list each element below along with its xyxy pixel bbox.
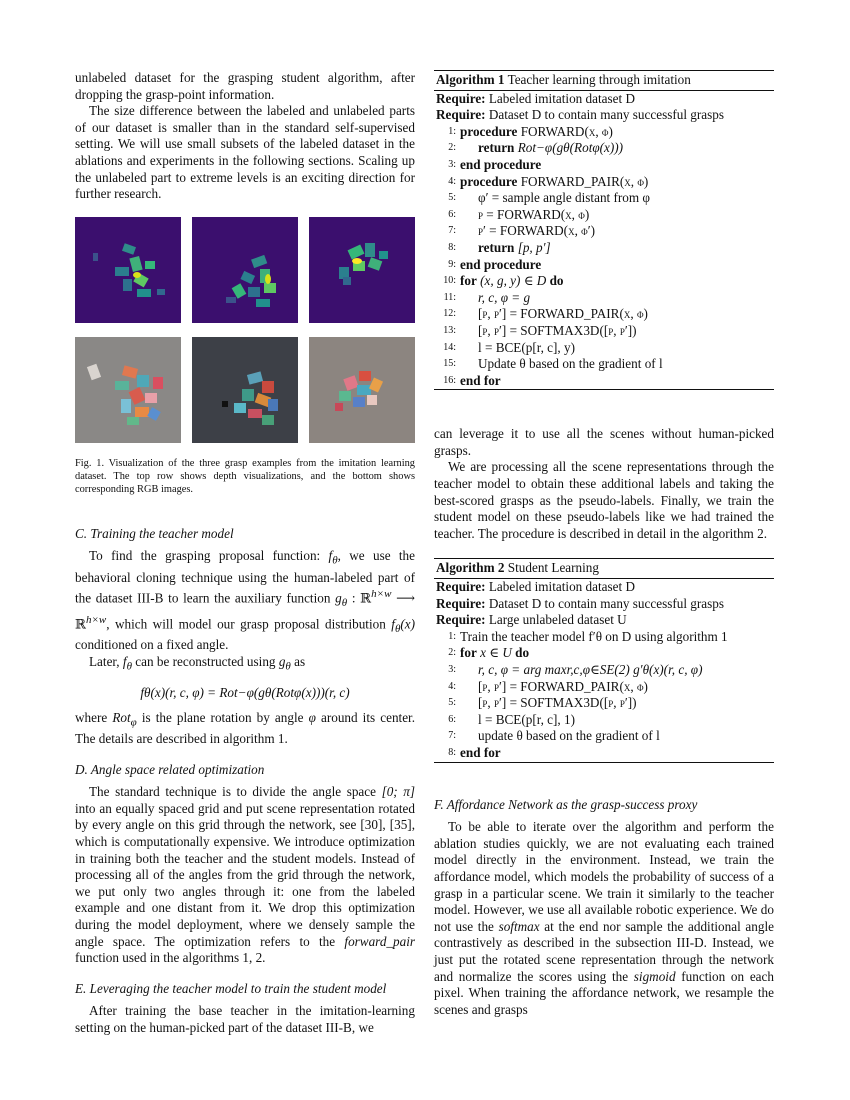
right-column	[434, 70, 774, 1018]
section-d-title: D. Angle space related optimization	[75, 761, 265, 777]
right-paragraph-2: We are processing all the scene representations through the teacher model to obtain these additional labels and taking the best-scored grasps as the pseudo-labels. Finally, we train the student model on these pseudo-labels like we had trained the teacher. The procedure is described in detail in the algorithm 2.	[434, 459, 774, 541]
algorithm-1-line: 6: p = FORWARD(x, φ)	[448, 206, 590, 222]
section-c-paragraph-1: To find the grasping proposal function: $f_\theta$, we use the behavioral cloning technique using the human-labeled part of the dataset III-B to learn the auxiliary function $g_\theta$ : ℝ$^{h\times w}$ ⟶ ℝ$^{h\times w}$, which will model our grasp proposal distribution $f_\theta(x)$ conditioned on a fixed angle.	[75, 548, 415, 653]
section-d-paragraph-1: The standard technique is to divide the angle space [0; π] into an equally spaced grid and put scene representation rotated by every angle on this grid through the network, see [30], [35], which is computationally expensive. We introduce optimization in training both the teacher and the student models. Instead of processing all of the angles from the grid through the network, we put only two angles through it: one from the labeled example and one distant from it. We drop this optimization during the model deployment, where we densely sample the angle space. The optimization refers to the forward_pair function used in the algorithms 1, 2.	[75, 784, 415, 966]
depth-row	[75, 217, 415, 323]
depth-image-2	[192, 217, 298, 323]
section-f-title: F. Affordance Network as the grasp-success proxy	[434, 796, 698, 812]
algorithm-1-header: Algorithm 1 Teacher learning through imitation	[434, 71, 774, 91]
depth-image-3	[309, 217, 415, 323]
algorithm-1-line: 1: procedure FORWARD(x, φ)	[448, 123, 613, 139]
right-paragraph-1: can leverage it to use all the scenes without human-picked grasps.	[434, 426, 774, 458]
algorithm-2-require-3: Require: Large unlabeled dataset U	[436, 612, 627, 628]
intro-paragraph-1: unlabeled dataset for the grasping student algorithm, after dropping the grasp-point information.	[75, 70, 415, 102]
section-f-paragraph-1: To be able to iterate over the algorithm and perform the ablation studies quickly, we are not evaluating each trained model directly in the environment. Instead, we train the affordance model, which models the probability of success of a grasp in a particular scene. We train it similarly to the teacher model. However, we use all available robotic experience. We do not use the softmax at the end nor sample the additional angle contrastively as described in the subsection III-D. Instead, we just put the rotated scene representation through the network and normalize the scores using the sigmoid function on each pixel. When training the affordance network, we resample the scenes and grasps	[434, 819, 774, 1017]
algorithm-1-line: 11: r, c, φ = g	[443, 289, 531, 305]
section-c-paragraph-3: where Rot$_\varphi$ is the plane rotation by angle φ around its center. The details are described in algorithm 1.	[75, 709, 416, 747]
algorithm-2-line: 1: Train the teacher model f′θ on D using algorithm 1	[448, 628, 728, 644]
algorithm-1-require-2: Require: Dataset D to contain many successful grasps	[436, 107, 724, 123]
rgb-image-2	[192, 337, 298, 443]
algorithm-1-line: 10: for (x, g, y) ∈ D do	[443, 273, 564, 289]
algorithm-1-line: 2: return Rot−φ(gθ(Rotφ(x)))	[448, 140, 624, 156]
algorithm-2-line: 4: [p, p′] = FORWARD_PAIR(x, φ)	[448, 678, 648, 694]
algorithm-1-line: 4: procedure FORWARD_PAIR(x, φ)	[448, 173, 649, 189]
algorithm-2-require-2: Require: Dataset D to contain many successful grasps	[436, 595, 724, 611]
algorithm-1-line: 5: φ′ = sample angle distant from φ	[448, 190, 651, 206]
algorithm-1-line: 16: end for	[443, 372, 501, 388]
left-column	[75, 70, 415, 1037]
algorithm-1-line: 12: [p, p′] = FORWARD_PAIR(x, φ)	[443, 306, 648, 322]
figure-caption: Fig. 1. Visualization of the three grasp examples from the imitation learning dataset. The top row shows depth visualizations, and the bottom shows corresponding RGB images.	[75, 457, 415, 495]
algorithm-2-line: 2: for x ∈ U do	[448, 645, 530, 661]
section-c-title: C. Training the teacher model	[75, 525, 234, 541]
rgb-image-3	[309, 337, 415, 443]
algorithm-2-line: 6: l = BCE(p[r, c], 1)	[448, 711, 575, 727]
algorithm-2-header: Algorithm 2 Student Learning	[434, 559, 774, 579]
algorithm-1-require-1: Require: Labeled imitation dataset D	[436, 90, 635, 106]
section-c-paragraph-2: Later, $f_\theta$ can be reconstructed using $g_\theta$ as	[89, 654, 306, 673]
algorithm-2-line: 8: end for	[448, 744, 501, 760]
algorithm-1-line: 7: p′ = FORWARD(x, φ′)	[448, 223, 596, 239]
algorithm-1-line: 8: return [p, p′]	[448, 239, 551, 255]
algorithm-1-line: 3: end procedure	[448, 156, 542, 172]
algorithm-1-line: 15: Update θ based on the gradient of l	[443, 356, 663, 372]
algorithm-2-line: 7: update θ based on the gradient of l	[448, 728, 660, 744]
algorithm-1-line: 13: [p, p′] = SOFTMAX3D([p, p′])	[443, 322, 637, 338]
algorithm-1	[434, 70, 774, 390]
algorithm-2-line: 5: [p, p′] = SOFTMAX3D([p, p′])	[448, 695, 637, 711]
intro-paragraph-2: The size difference between the labeled and unlabeled parts of our dataset is smaller than in the standard self-supervised setting. We will use small subsets of the labeled dataset in the ablations and experiments in the following sections. Scaling up the unlabeled part to extreme levels is an exciting direction for further research.	[75, 103, 415, 202]
rgb-image-1	[75, 337, 181, 443]
section-e-paragraph-1: After training the base teacher in the imitation-learning setting on the human-picked part of the dataset III-B, we	[75, 1003, 415, 1035]
algorithm-2-line: 3: r, c, φ = arg maxr,c,φ∈SE(2) g′θ(x)(r, c, φ)	[448, 662, 703, 677]
algorithm-1-line: 9: end procedure	[448, 256, 542, 272]
rgb-row	[75, 337, 415, 443]
algorithm-2-require-1: Require: Labeled imitation dataset D	[436, 579, 635, 595]
depth-image-1	[75, 217, 181, 323]
figure-1	[75, 217, 415, 443]
rotation-equation: fθ(x)(r, c, φ) = Rot−φ(gθ(Rotφ(x)))(r, c)	[140, 685, 350, 701]
section-e-title: E. Leveraging the teacher model to train the student model	[75, 980, 387, 996]
algorithm-1-line: 14: l = BCE(p[r, c], y)	[443, 339, 575, 355]
algorithm-2	[434, 558, 774, 762]
